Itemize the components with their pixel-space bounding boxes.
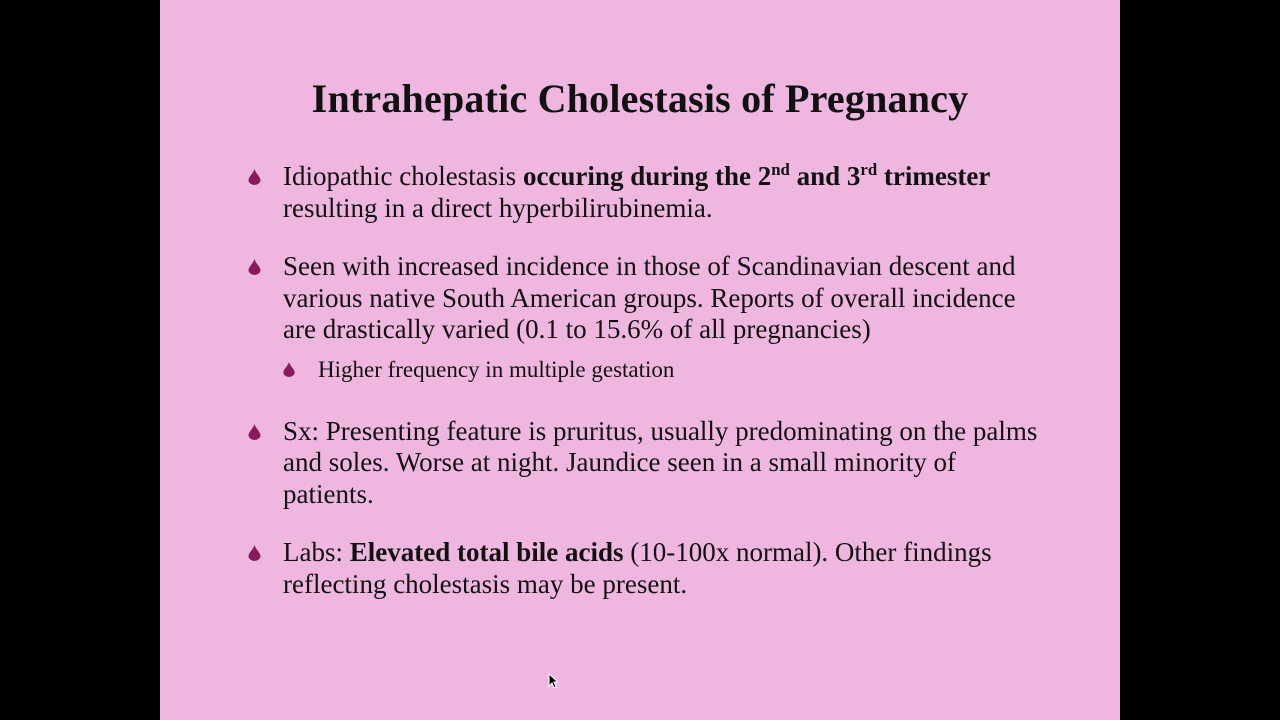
bullet-text: Sx: Presenting feature is pruritus, usually predominating on the palms and soles. Worse at night. Jaundice seen in a small minority of patients. <box>283 415 1038 509</box>
bullet-list <box>246 161 1046 600</box>
slide <box>160 0 1120 720</box>
droplet-icon <box>248 169 261 185</box>
bullet-item-definition <box>246 161 1046 224</box>
droplet-icon <box>283 362 295 377</box>
sub-bullet-item <box>246 355 1046 385</box>
bullet-text: Labs: <box>283 537 350 567</box>
bullet-text: resulting in a direct hyperbilirubinemia. <box>283 192 713 223</box>
bullet-text: Idiopathic cholestasis <box>283 161 523 191</box>
bullet-bold-text: Elevated total bile acids <box>349 537 624 567</box>
bullet-text: (10-100x normal). Other findings reflecting cholestasis may be present. <box>283 537 992 599</box>
superscript: nd <box>771 159 790 179</box>
droplet-icon <box>248 424 261 440</box>
slide-title: Intrahepatic Cholestasis of Pregnancy <box>311 76 969 121</box>
sub-bullet-text: Higher frequency in multiple gestation <box>318 356 675 382</box>
mouse-cursor-icon <box>548 673 558 689</box>
bullet-bold-text: and 3 <box>789 161 861 191</box>
bullet-bold-text: trimester <box>877 161 991 191</box>
bullet-item-symptoms <box>246 416 1046 511</box>
droplet-icon <box>248 545 261 561</box>
droplet-icon <box>248 259 261 275</box>
bullet-item-labs <box>246 537 1046 600</box>
bullet-item-epidemiology <box>246 251 1046 346</box>
bullet-bold-text: occuring during the 2 <box>522 161 772 191</box>
bullet-text: Seen with increased incidence in those of Scandinavian descent and various native South American groups. Reports of overall incidence are drastically varied (0.1 to 15.6% of all pregnancies) <box>283 251 1016 344</box>
superscript: rd <box>860 159 878 179</box>
